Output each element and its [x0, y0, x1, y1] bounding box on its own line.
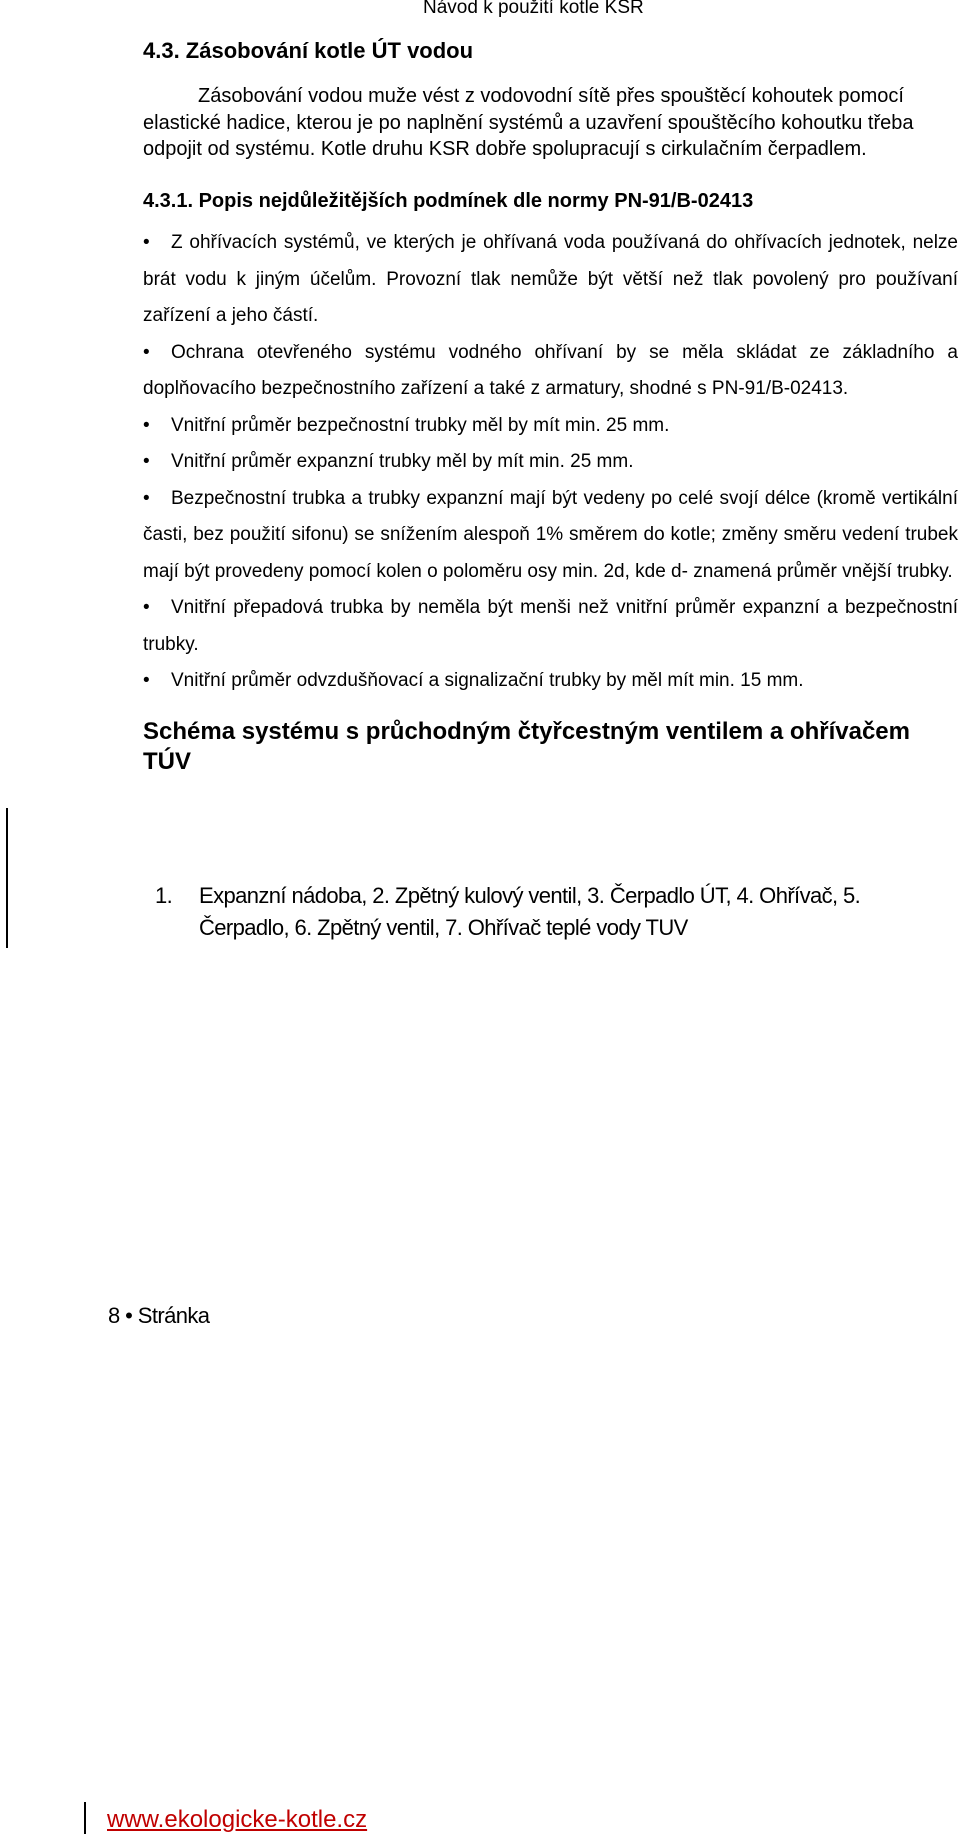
- intro-paragraph: [143, 83, 958, 163]
- bullet-icon: •: [143, 597, 150, 618]
- intro-line: elastické hadice, kterou je po naplnění systémů a uzavření spouštěcího kohoutku třeba: [143, 111, 914, 134]
- footer-rule: [84, 1802, 86, 1834]
- diagram-legend: [155, 880, 915, 944]
- list-item: • Vnitřní průměr bezpečnostní trubky měl by mít min. 25 mm.: [143, 408, 958, 445]
- bullet-icon: •: [143, 487, 150, 509]
- list-item: • Vnitřní přepadová trubka by neměla být menši než vnitřní průměr expanzní a bezpečnostní trubky.: [143, 590, 958, 663]
- intro-line: odpojit od systému. Kotle druhu KSR dobře spolupracují s cirkulačním čerpadlem.: [143, 138, 867, 160]
- legend-number: 1.: [155, 883, 173, 908]
- legend-line: Čerpadlo, 6. Zpětný ventil, 7. Ohřívač teplé vody TUV: [199, 915, 688, 940]
- section-title: 4.3. Zásobování kotle ÚT vodou: [143, 38, 474, 63]
- list-item: • Vnitřní průměr odvzdušňovací a signalizační trubky by měl mít min. 15 mm.: [143, 663, 958, 700]
- list-item: • Z ohřívacích systémů, ve kterých je ohřívaná voda používaná do ohřívacích jednotek, nelze brát vodu k jiným účelům. Provozní tlak nemůže být větší než tlak povolený pro používaní zařízení a jeho částí.: [143, 225, 958, 335]
- list-item: • Vnitřní průměr expanzní trubky měl by mít min. 25 mm.: [143, 444, 958, 481]
- list-item: • Ochrana otevřeného systému vodného ohřívaní by se měla skládat ze základního a doplňovacího bezpečnostního zařízení a také z armatury, shodné s PN-91/B-02413.: [143, 335, 958, 408]
- bullet-icon: •: [143, 451, 150, 472]
- page-number: 8 • Stránka: [108, 1303, 210, 1328]
- intro-line: Zásobování vodou muže vést z vodovodní sítě přes spouštěcí kohoutek pomocí: [198, 85, 904, 107]
- running-header: Návod k použití kotle KSR: [423, 0, 644, 18]
- bullet-icon: •: [143, 670, 150, 691]
- bullet-icon: •: [143, 414, 150, 436]
- legend-line: 1. Expanzní nádoba, 2. Zpětný kulový ventil, 3. Čerpadlo ÚT, 4. Ohřívač, 5.: [155, 880, 915, 912]
- schema-title: Schéma systému s průchodným čtyřcestným ventilem a ohřívačem TÚV: [143, 718, 910, 775]
- subsection-title: 4.3.1. Popis nejdůležitějších podmínek dle normy PN-91/B-02413: [143, 190, 754, 212]
- list-item: • Bezpečnostní trubka a trubky expanzní mají být vedeny po celé svojí délce (kromě vertikální časti, bez použití sifonu) se snížením alespoň 1% směrem do kotle; změny směru vedení trubek mají být provedeny pomocí kolen o poloměru osy min. 2d, kde d- znamená průměr vnější trubky.: [143, 481, 958, 591]
- bullet-icon: •: [143, 232, 150, 253]
- conditions-list: [143, 225, 958, 700]
- bullet-icon: •: [143, 341, 150, 363]
- margin-rule: [6, 808, 8, 948]
- website-link[interactable]: www.ekologicke-kotle.cz: [107, 1806, 368, 1833]
